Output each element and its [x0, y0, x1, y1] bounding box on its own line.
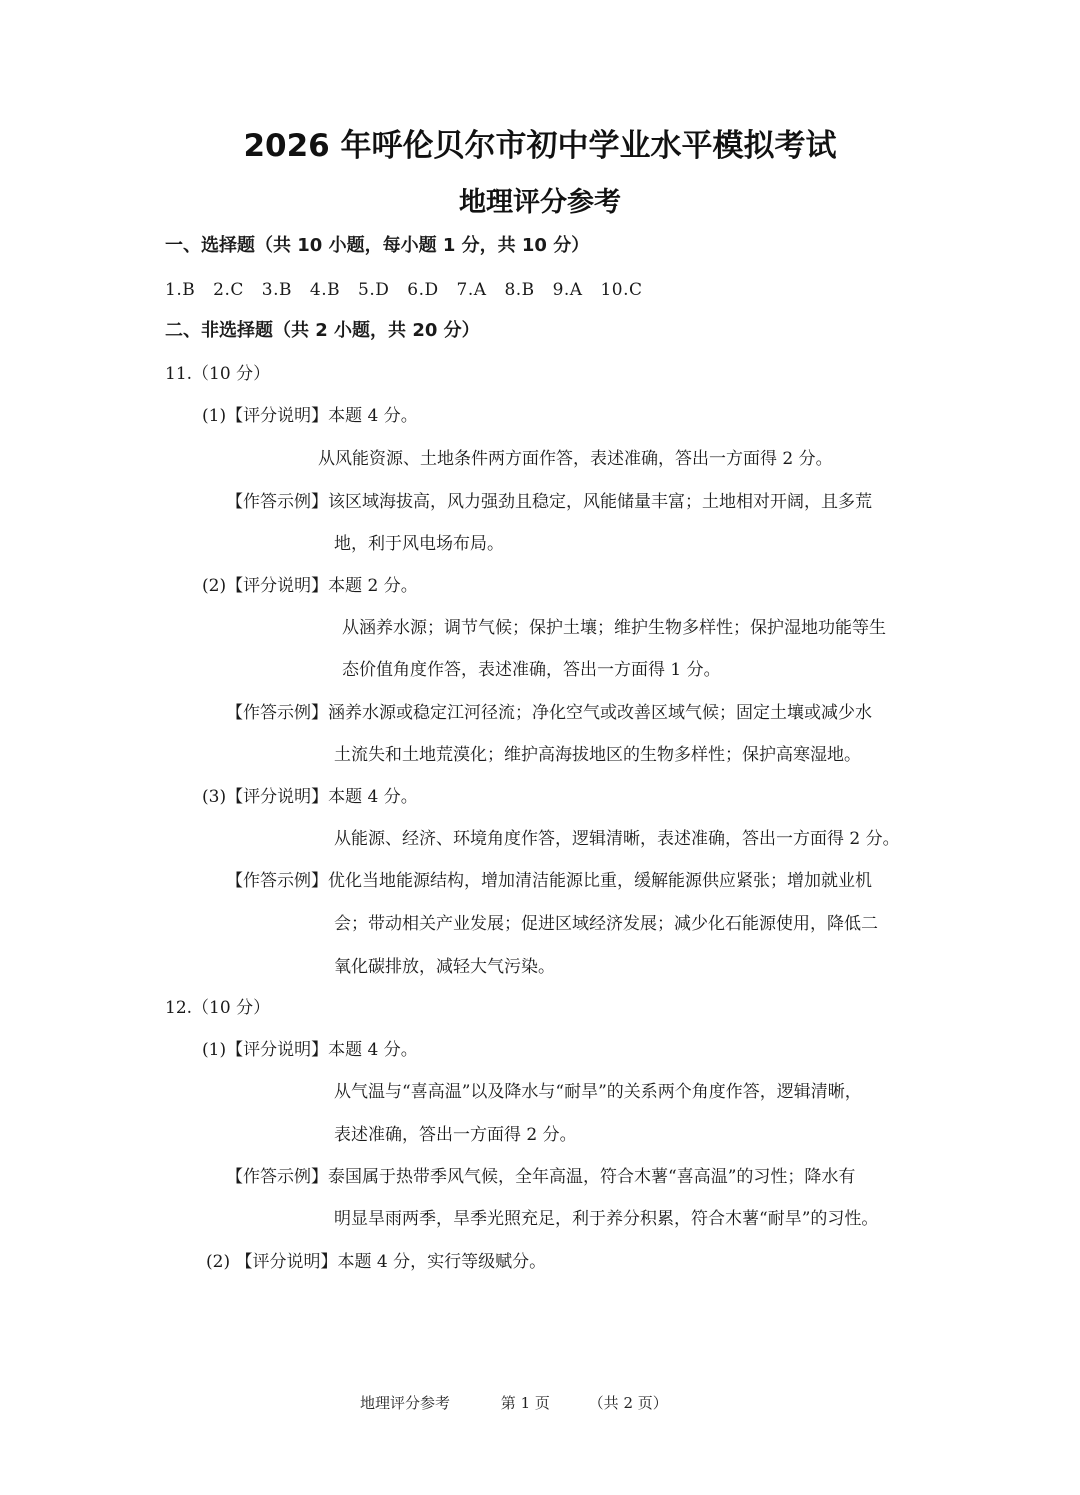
q11-p2-example-line-2: 土流失和土地荒漠化；维护高海拔地区的生物多样性；保护高寒湿地。	[334, 745, 861, 765]
q11-p3-example-line-3: 氧化碳排放，减轻大气污染。	[334, 957, 555, 977]
answer-3: 3.B	[261, 280, 292, 300]
q11-p2-example-line-1: 【作答示例】涵养水源或稳定江河径流；净化空气或改善区域气候；固定土壤或减少水	[226, 703, 872, 723]
q11-p3-example-line-2: 会；带动相关产业发展；促进区域经济发展；减少化石能源使用，降低二	[334, 914, 878, 934]
footer-page-number: 第 1 页	[500, 1394, 550, 1412]
q11-p1-example-line-2: 地，利于风电场布局。	[334, 534, 504, 554]
q12-p1-rule-line-2: 表述准确，答出一方面得 2 分。	[334, 1125, 577, 1145]
q12-p1-example-line-1: 【作答示例】泰国属于热带季风气候，全年高温，符合木薯“喜高温”的习性；降水有	[226, 1167, 856, 1187]
footer-doc-name: 地理评分参考	[360, 1394, 451, 1412]
answer-4: 4.B	[309, 280, 341, 300]
q11-p1-header: (1)【评分说明】本题 4 分。	[202, 406, 418, 426]
q12-header: 12.（10 分）	[165, 998, 271, 1018]
page-footer	[360, 1392, 668, 1414]
answer-5: 5.D	[358, 280, 390, 300]
q11-p2-header: (2)【评分说明】本题 2 分。	[202, 576, 418, 596]
q11-p3-example-line-1: 【作答示例】优化当地能源结构，增加清洁能源比重，缓解能源供应紧张；增加就业机	[226, 871, 872, 891]
document-title: 2026 年呼伦贝尔市初中学业水平模拟考试	[243, 128, 837, 164]
q12-p1-rule-line-1: 从气温与“喜高温”以及降水与“耐旱”的关系两个角度作答，逻辑清晰，	[334, 1082, 862, 1102]
section-1-heading: 一、选择题（共 10 小题，每小题 1 分，共 10 分）	[165, 235, 590, 256]
answer-key-row	[165, 278, 655, 302]
q11-p3-header: (3)【评分说明】本题 4 分。	[202, 787, 418, 807]
answer-2: 2.C	[213, 280, 244, 300]
q11-p2-rule-line-1: 从涵养水源；调节气候；保护土壤；维护生物多样性；保护湿地功能等生	[342, 618, 886, 638]
answer-10: 10.C	[600, 280, 643, 300]
q12-p1-header: (1)【评分说明】本题 4 分。	[202, 1040, 418, 1060]
answer-6: 6.D	[407, 280, 439, 300]
q11-p2-rule-line-2: 态价值角度作答，表述准确，答出一方面得 1 分。	[342, 660, 721, 680]
section-2-heading: 二、非选择题（共 2 小题，共 20 分）	[165, 320, 480, 341]
answer-9: 9.A	[552, 280, 583, 300]
document-subtitle: 地理评分参考	[459, 187, 621, 218]
answer-8: 8.B	[504, 280, 535, 300]
q12-p2-header: (2) 【评分说明】本题 4 分，实行等级赋分。	[206, 1252, 547, 1272]
q11-p3-rule: 从能源、经济、环境角度作答，逻辑清晰，表述准确，答出一方面得 2 分。	[334, 829, 900, 849]
footer-total-pages: （共 2 页）	[588, 1394, 668, 1412]
q11-p1-rule: 从风能资源、土地条件两方面作答，表述准确，答出一方面得 2 分。	[318, 449, 833, 469]
q12-p1-example-line-2: 明显旱雨两季，旱季光照充足，利于养分积累，符合木薯“耐旱”的习性。	[334, 1209, 879, 1229]
q11-p1-example-line-1: 【作答示例】该区域海拔高，风力强劲且稳定，风能储量丰富；土地相对开阔，且多荒	[226, 492, 872, 512]
answer-7: 7.A	[456, 280, 487, 300]
answer-1: 1.B	[165, 280, 196, 300]
q11-header: 11.（10 分）	[165, 364, 271, 384]
